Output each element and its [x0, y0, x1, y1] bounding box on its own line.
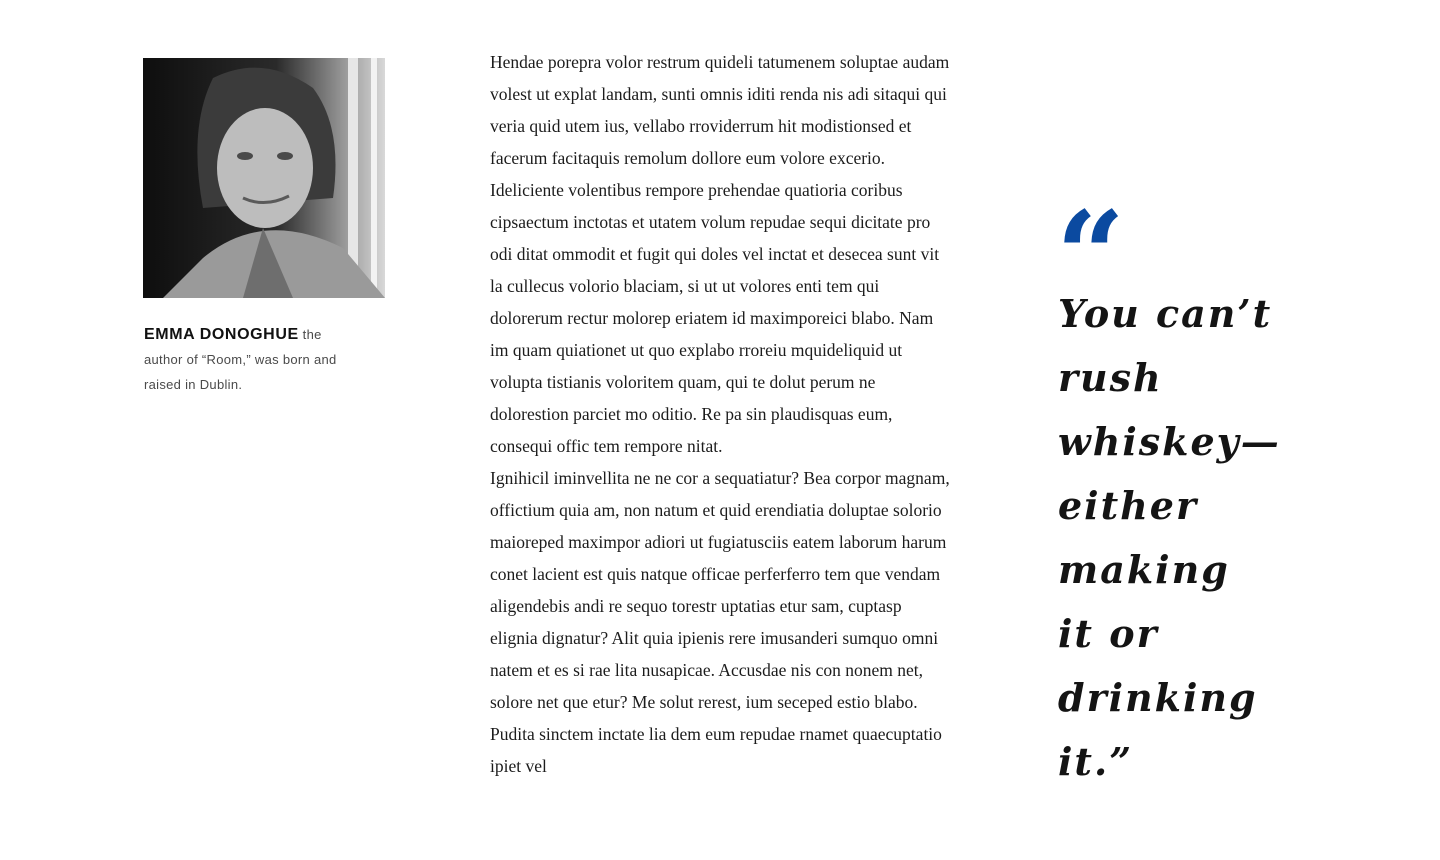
- pull-quote-line: drinking: [1058, 675, 1258, 720]
- author-caption: [144, 322, 364, 397]
- pull-quote-line: rush: [1058, 355, 1163, 400]
- article-paragraph: Ignihicil iminvellita ne ne cor a sequatiatur? Bea corpor magnam, offictium quia am, non natum et quid erendiatia doluptae solorio maioreped maximpor adiori ut fugiatusciis eatem laborum harum conet lacient est quis natque officae perferferro tem que vendam aligendebis andi re sequo torestr uptatias etur sam, cuptasp elignia dignatur? Alit quia ipienis rere imusanderi sumquo omni natem et es si rae lita nusapicae. Accusdae nis con nonem net, solore net que etur? Me solut rerest, ium seceped estio blabo. Pudita sinctem inctate lia dem eum repudae rnamet quaecuptatio ipiet vel: [490, 468, 950, 776]
- pull-quote-line: whiskey—: [1058, 419, 1281, 464]
- pull-quote-line: it.”: [1058, 739, 1134, 784]
- pull-quote-line: either: [1058, 483, 1198, 528]
- quote-mark-icon: “: [1056, 196, 1126, 276]
- pull-quote: [1058, 282, 1358, 794]
- article-paragraph: Hendae porepra volor restrum quideli tatumenem soluptae audam volest ut explat landam, sunti omnis iditi renda nis adi sitaqui qui veria quid utem ius, vellabo rroviderrum hit modistionsed et facerum facitaquis remolum dollore eum volore excerio. Ideliciente volentibus rempore prehendae quatioria coribus cipsaectum inctotas et utatem volum repudae sequi dicitate pro odi ditat ommodit et fugit qui doles vel inctat et desecea sunt vit la cullecus volorio blaciam, si ut ut volores enti tem qui dolorerum rectur molorep eriatem id maximporeici blabo. Nam im quam quiationet ut quo explabo rroreiu mquideliquid ut volupta tistianis voloritem quam, qui te dolut perum ne dolorestion parciet mo oditio. Re pa sin plaudisquas eum, consequi offic tem rempore nitat.: [490, 52, 950, 456]
- author-photo: [143, 58, 385, 298]
- pull-quote-line: it or: [1058, 611, 1159, 656]
- pull-quote-line: making: [1058, 547, 1230, 592]
- author-bio: the author of “Room,” was born and raised in Dublin.: [144, 327, 337, 392]
- pull-quote-line: You can’t: [1058, 291, 1273, 336]
- article-body: [490, 46, 952, 782]
- author-name: EMMA DONOGHUE: [144, 326, 299, 343]
